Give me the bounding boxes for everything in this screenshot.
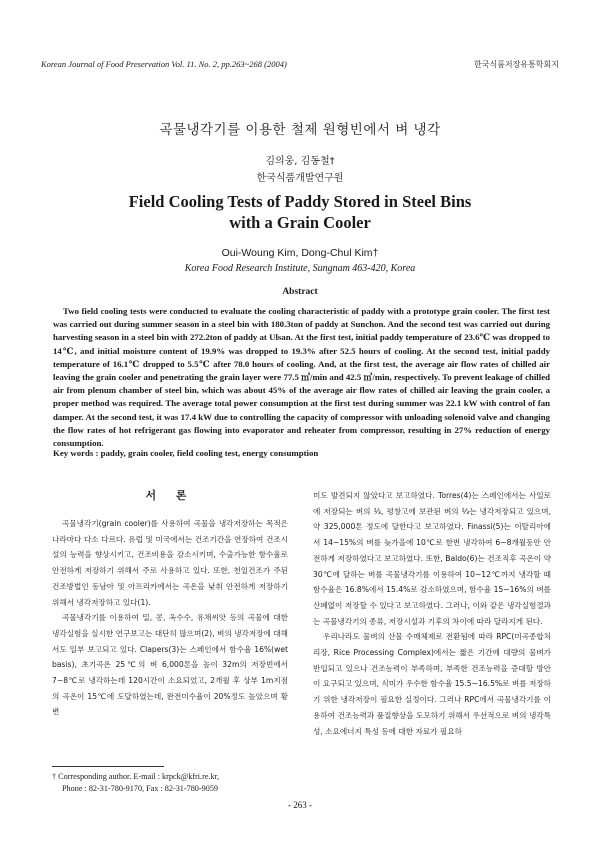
journal-citation: Korean Journal of Food Preservation Vol. 11. No. 2, pp.263~268 (2004) bbox=[41, 59, 287, 69]
footnote-line: † Corresponding author. E-mail : krpck@kfri.re.kr, bbox=[52, 772, 220, 781]
paragraph: 곡물냉각기(grain cooler)를 사용하여 곡물을 냉각저장하는 목적은 나라마다 다소 다르다. 유럽 및 미국에서는 건조기간을 연장하여 건조시설의 능력을 향상시키고, 건조비용을 감소시키며, 수출가능한 함수율로 안전하게 저장하기 위해서 주로 사용하고 있다. 또한, 천일건조가 주된 건조방법인 동남아 및 아프리카에서는 곡온을 낮춰 안전하게 저장하기 위해서 냉각저장하고 있다(1). bbox=[52, 519, 288, 607]
korean-institution: 한국식품개발연구원 bbox=[256, 173, 344, 184]
abstract-body: Two field cooling tests were conducted to evaluate the cooling characteristic of paddy with a prototype grain cooler. The first test was carried out during summer season in a steel bin with 180.3ton of paddy at Sunchon. And the second test was carried out during harvesting season in a steel bin with 272.2ton of paddy at Ulsan. At the first test, initial paddy temperature of 23.6℃ was dropped to 14℃, and initial moisture content of 19.9% was dropped to 19.3% after 52.5 hours of cooling. At the second test, initial paddy temperature of 16.1℃ dropped to 5.5℃ after 78.0 hours of cooling. And, at the first test, the average air flow rates of chilled air leaving the grain cooler and penetrating the grain layer were 77.5 ㎥/min and 42.5 ㎥/min, respectively. To prevent leakage of chilled air from plenum chamber of steel bin, which was about 45% of the average air flow rates of chilled air leaving the grain cooler, a proper method was required. The average total power consumption at the first test during summer was 22.1 kW with control of fan damper. At the second test, it was 17.4 kW due to controlling the capacity of compressor with unloading solenoid valve and changing the flow rates of hot refrigerant gas flowing into evaporator and reheater from compressor, resulting in 27% reduction of energy consumption. bbox=[53, 306, 550, 449]
keywords: Key words : paddy, grain cooler, field cooling test, energy consumption bbox=[53, 448, 319, 458]
english-authors: Oui-Woung Kim, Dong-Chul Kim† bbox=[221, 247, 379, 259]
abstract-heading: Abstract bbox=[282, 287, 318, 297]
corresponding-author-footnote bbox=[52, 771, 288, 794]
english-title-line2: with a Grain Cooler bbox=[229, 213, 371, 232]
running-header bbox=[41, 57, 559, 71]
paragraph: 우리나라도 물벼의 산물 수매체제로 전환됨에 따라 RPC(미곡종합처리장, Rice Processing Complex)에서는 짧은 기간에 대량의 물벼가 반입되고 있으나 건조능력이 부족하며, 부족한 건조능력을 증대할 방안이 요구되고 있으며, 식미가 우수한 함수율 15.5~16.5%로 벼를 저장하기 위한 냉각저장이 필요한 실정이다. 그러나 RPC에서 곡물냉각기를 이용하여 건조능력과 품질향상을 도모하기 위해서 우선적으로 벼의 냉각특성, 소요에너지 특성 등에 대한 자료가 필요하 bbox=[313, 632, 551, 736]
section-heading-introduction: 서 론 bbox=[145, 489, 195, 502]
english-institution: Korea Food Research Institute, Sungnam 463-420, Korea bbox=[184, 263, 416, 274]
footnote-line: Phone : 82-31-780-9170, Fax : 82-31-780-9059 bbox=[62, 783, 219, 793]
english-title bbox=[0, 191, 600, 233]
right-column bbox=[313, 488, 551, 739]
paragraph: 곡물냉각기를 이용하여 밀, 콩, 옥수수, 유채씨앗 등의 곡물에 대한 냉각실험을 실시한 연구보고는 대단히 많으며(2), 벼의 냉각저장에 대해서도 일부 보고되고 있다. Clapers(3)는 스페인에서 함수율 16%(wet basis), 초기곡온 25℃의 벼 6,000톤을 높이 32m의 저장빈에서 7~8℃로 냉각하는데 120시간이 소요되었고, 2개월 후 상부 1m지점의 곡온이 15℃에 도달하였는데, 완전미수율이 20%정도 높았으며 황변 bbox=[52, 613, 288, 717]
english-title-line1: Field Cooling Tests of Paddy Stored in Steel Bins bbox=[128, 192, 472, 211]
korean-authors: 김의웅, 김동철† bbox=[265, 156, 335, 167]
footnote-divider bbox=[52, 766, 164, 767]
left-column bbox=[52, 516, 288, 720]
page-number: - 263 - bbox=[288, 800, 312, 810]
paragraph: 미도 발견되지 않았다고 보고하였다. Torres(4)는 스페인에서는 사일로에 저장되는 벼의 ⅓, 평창고에 보관된 벼의 ⅔는 냉각저장되고 있으며, 약 325,000톤 정도에 달한다고 보고하였다. Finassi(5)는 이탈리아에서 14~15%의 벼를 늦가을에 10℃로 한번 냉각하여 6~8개월동안 안전하게 저장하였다고 보고하였다. 또한, Baldo(6)는 건조직후 곡온이 약 30℃에 달하는 벼를 곡물냉각기를 이용하여 10~12℃까지 냉각할 때 함수율은 16.8%에서 15.4%로 감소하였으며, 함수율 15~16%의 벼를 산폐없이 저장할 수 있다고 보고하였다. 그러나, 이와 같은 냉각실험결과는 곡물냉각기의 종류, 저장시설과 기후의 차이에 따라 달라지게 된다. bbox=[313, 491, 551, 626]
korean-title: 곡물냉각기를 이용한 철제 원형빈에서 벼 냉각 bbox=[159, 122, 441, 138]
society-name: 한국식품저장유통학회지 bbox=[473, 59, 559, 69]
